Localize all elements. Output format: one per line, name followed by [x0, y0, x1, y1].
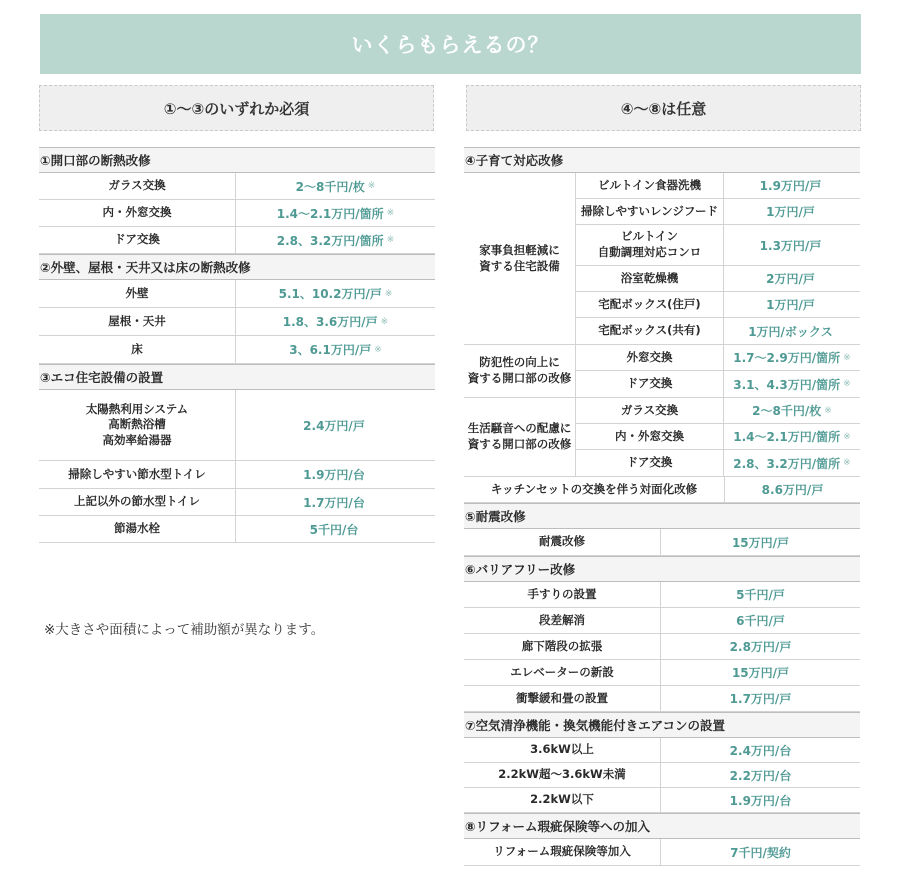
- item-label: 2.2kW超〜3.6kW未満: [464, 763, 661, 787]
- value-text: 1.7〜2.9万円/箇所: [733, 351, 841, 365]
- table-row: [464, 763, 860, 788]
- section-title: ①開口部の断熱改修: [39, 147, 435, 173]
- table-row: [39, 200, 435, 227]
- item-label: 太陽熱利用システム 高断熱浴槽 高効率給湯器: [39, 390, 236, 460]
- value-text: 1.4〜2.1万円/箇所: [276, 206, 384, 221]
- item-value: [236, 461, 435, 488]
- table-row: [576, 398, 860, 424]
- value-text: 2万円/戸: [766, 272, 815, 286]
- left-column: [39, 147, 435, 543]
- item-label: 内・外窓交換: [576, 424, 724, 449]
- item-value: [724, 292, 860, 317]
- item-label: 段差解消: [464, 608, 661, 633]
- table-row: [39, 516, 435, 543]
- item-label: リフォーム瑕疵保険等加入: [464, 839, 661, 865]
- footnote: ※大きさや面積によって補助額が異なります。: [44, 622, 325, 638]
- item-value: [236, 336, 435, 363]
- item-label: 廊下階段の拡張: [464, 634, 661, 659]
- value-text: 5千円/台: [309, 522, 359, 537]
- item-label: 浴室乾燥機: [576, 266, 724, 291]
- section-title: ②外壁、屋根・天井又は床の断熱改修: [39, 254, 435, 280]
- section-title: ⑧リフォーム瑕疵保険等への加入: [464, 813, 860, 839]
- item-label: ガラス交換: [39, 173, 236, 199]
- item-label: 屋根・天井: [39, 308, 236, 335]
- item-label: 衝撃緩和畳の設置: [464, 686, 661, 711]
- item-value: [724, 199, 860, 224]
- group-label: 家事負担軽減に 資する住宅設備: [464, 173, 576, 344]
- value-text: 6千円/戸: [736, 614, 785, 628]
- section-title: ③エコ住宅設備の設置: [39, 364, 435, 390]
- value-text: 2〜8千円/枚: [295, 179, 365, 194]
- value-text: 15万円/戸: [731, 666, 790, 680]
- table-row: [39, 390, 435, 461]
- group-label: 生活騒音への配慮に 資する開口部の改修: [464, 398, 576, 476]
- page-title: いくらもらえるの？: [351, 33, 550, 57]
- note-mark: ※: [843, 352, 851, 363]
- value-text: 5.1、10.2万円/戸: [278, 287, 382, 301]
- item-label: ビルトイン 自動調理対応コンロ: [576, 225, 724, 265]
- value-text: 1.9万円/戸: [759, 179, 822, 193]
- note-mark: ※: [374, 344, 382, 355]
- table-row: [576, 424, 860, 450]
- page-title-banner: [40, 14, 861, 74]
- item-value: [724, 345, 860, 370]
- value-text: 5千円/戸: [736, 588, 785, 602]
- value-text: 8.6万円/戸: [761, 483, 824, 497]
- section-title: ⑦空気清浄機能・換気機能付きエアコンの設置: [464, 712, 860, 738]
- item-value: [661, 738, 860, 762]
- note-mark: ※: [843, 379, 851, 389]
- value-text: 1.3万円/戸: [759, 238, 822, 253]
- value-text: 15万円/戸: [731, 535, 790, 550]
- item-value: [724, 173, 860, 198]
- value-text: 2.2万円/台: [729, 768, 792, 783]
- table-row: [39, 461, 435, 489]
- table-row: [39, 489, 435, 516]
- item-value: [724, 450, 860, 476]
- value-text: 2.4万円/戸: [303, 418, 365, 433]
- note-mark: ※: [386, 235, 395, 245]
- table-row: [39, 308, 435, 336]
- note-mark: ※: [824, 405, 832, 416]
- item-value: [236, 390, 435, 460]
- table-row: [464, 686, 860, 712]
- item-label: ドア交換: [576, 450, 724, 476]
- group-label: 防犯性の向上に 資する開口部の改修: [464, 345, 576, 397]
- item-value: [724, 424, 860, 449]
- value-text: 1.9万円/台: [729, 793, 792, 808]
- table-row: [464, 582, 860, 608]
- table-row: [39, 280, 435, 308]
- item-value: [236, 200, 435, 226]
- item-value: [724, 371, 860, 397]
- item-value: [724, 266, 860, 291]
- item-value: [236, 516, 435, 542]
- item-value: [236, 227, 435, 253]
- item-label: 2.2kW以下: [464, 788, 661, 812]
- item-value: [724, 318, 860, 344]
- table-row: [39, 336, 435, 364]
- item-label: 上記以外の節水型トイレ: [39, 489, 236, 515]
- item-value: [236, 489, 435, 515]
- item-value: [236, 308, 435, 335]
- item-value: [236, 173, 435, 199]
- value-text: 7千円/契約: [730, 845, 791, 860]
- table-row: [576, 371, 860, 397]
- table-row: [576, 199, 860, 225]
- item-value: [236, 280, 435, 307]
- item-group: [464, 173, 860, 345]
- table-row: [464, 788, 860, 813]
- item-label: エレベーターの新設: [464, 660, 661, 685]
- item-label: 外窓交換: [576, 345, 724, 370]
- value-text: 2.8万円/戸: [729, 640, 792, 654]
- item-value: [724, 225, 860, 265]
- value-text: 1万円/戸: [766, 298, 815, 312]
- item-value: [661, 763, 860, 787]
- value-text: 1.7万円/戸: [729, 692, 792, 706]
- required-header: [39, 85, 434, 131]
- item-label: 耐震改修: [464, 529, 661, 555]
- value-text: 1万円/ボックス: [748, 324, 833, 339]
- item-group: [464, 398, 860, 477]
- note-mark: ※: [843, 431, 851, 442]
- value-text: 3.1、4.3万円/箇所: [733, 377, 841, 392]
- item-label: 3.6kW以上: [464, 738, 661, 762]
- table-row: [576, 450, 860, 476]
- required-header-label: ①〜③のいずれか必須: [163, 99, 310, 118]
- item-label: 節湯水栓: [39, 516, 236, 542]
- item-label: ドア交換: [39, 227, 236, 253]
- table-row: [464, 477, 860, 503]
- item-label: ガラス交換: [576, 398, 724, 423]
- item-label: 宅配ボックス(共有): [576, 318, 724, 344]
- section-title: ⑤耐震改修: [464, 503, 860, 529]
- item-value: [661, 529, 860, 555]
- table-row: [464, 608, 860, 634]
- table-row: [576, 173, 860, 199]
- note-mark: ※: [843, 458, 851, 468]
- item-label: 掃除しやすいレンジフード: [576, 199, 724, 224]
- table-row: [464, 634, 860, 660]
- item-value: [661, 686, 860, 711]
- table-row: [464, 738, 860, 763]
- table-row: [39, 173, 435, 200]
- item-label: キッチンセットの交換を伴う対面化改修: [464, 477, 725, 502]
- optional-header-label: ④〜⑧は任意: [620, 99, 707, 118]
- section-title: ⑥バリアフリー改修: [464, 556, 860, 582]
- item-label: 手すりの設置: [464, 582, 661, 607]
- value-text: 1.4〜2.1万円/箇所: [733, 430, 841, 444]
- item-label: 外壁: [39, 280, 236, 307]
- item-label: 掃除しやすい節水型トイレ: [39, 461, 236, 488]
- item-label: 内・外窓交換: [39, 200, 236, 226]
- optional-header: [466, 85, 861, 131]
- value-text: 1.8、3.6万円/戸: [282, 315, 378, 329]
- item-label: ドア交換: [576, 371, 724, 397]
- item-value: [661, 660, 860, 685]
- value-text: 1.7万円/台: [303, 495, 365, 510]
- item-label: 床: [39, 336, 236, 363]
- value-text: 1.9万円/台: [303, 468, 365, 482]
- value-text: 1万円/戸: [766, 205, 815, 219]
- table-row: [576, 225, 860, 266]
- table-row: [576, 318, 860, 344]
- table-row: [464, 839, 860, 866]
- item-value: [661, 582, 860, 607]
- value-text: 2.8、3.2万円/箇所: [733, 456, 841, 471]
- table-row: [39, 227, 435, 254]
- value-text: 2〜8千円/枚: [752, 404, 822, 418]
- table-row: [464, 660, 860, 686]
- table-row: [576, 266, 860, 292]
- value-text: 2.4万円/台: [729, 743, 792, 758]
- value-text: 2.8、3.2万円/箇所: [276, 233, 384, 248]
- right-column: [464, 147, 860, 866]
- note-mark: ※: [386, 208, 395, 218]
- value-text: 3、6.1万円/戸: [289, 343, 372, 357]
- table-row: [576, 345, 860, 371]
- item-value: [661, 788, 860, 812]
- table-row: [464, 529, 860, 556]
- item-value: [724, 398, 860, 423]
- table-row: [576, 292, 860, 318]
- item-label: 宅配ボックス(住戸): [576, 292, 724, 317]
- item-value: [661, 608, 860, 633]
- item-group: [464, 345, 860, 398]
- item-value: [725, 477, 860, 502]
- item-label: ビルトイン食器洗機: [576, 173, 724, 198]
- item-value: [661, 839, 860, 865]
- item-value: [661, 634, 860, 659]
- note-mark: ※: [367, 181, 376, 191]
- section-title: ④子育て対応改修: [464, 147, 860, 173]
- note-mark: ※: [380, 316, 389, 327]
- note-mark: ※: [384, 288, 393, 299]
